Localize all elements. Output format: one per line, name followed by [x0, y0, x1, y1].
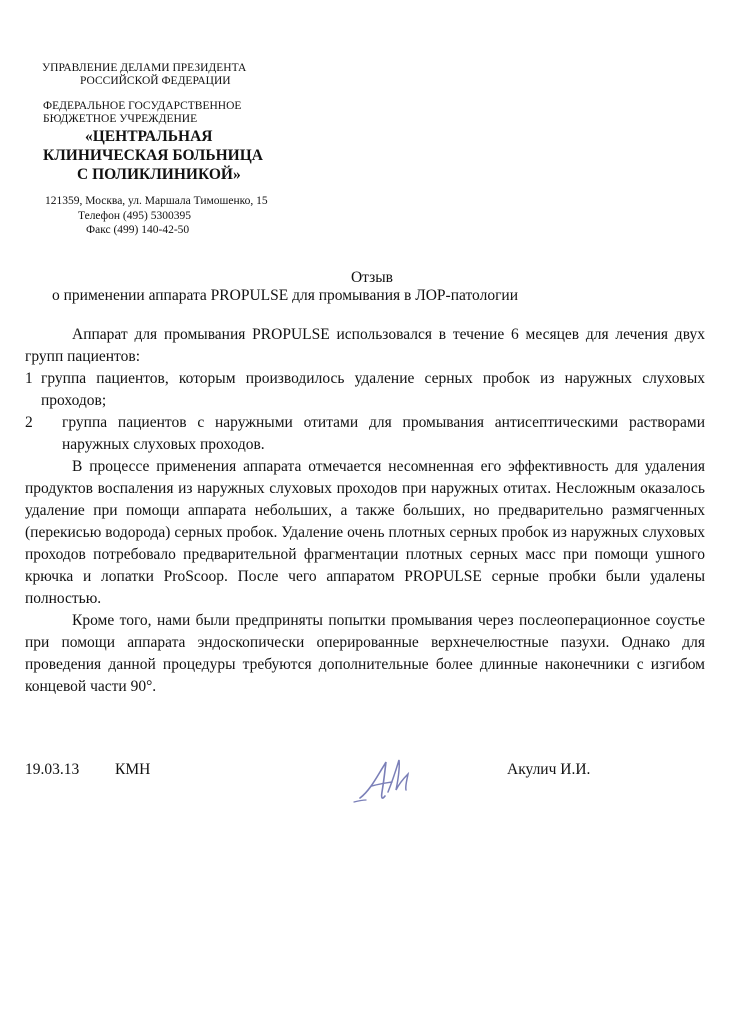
list-item-number: 1: [25, 370, 33, 387]
letterhead-org-line2: РОССИЙСКОЙ ФЕДЕРАЦИИ: [80, 75, 231, 87]
letterhead-type-line2: БЮДЖЕТНОЕ УЧРЕЖДЕНИЕ: [43, 113, 198, 125]
letterhead-phone: Телефон (495) 5300395: [78, 210, 191, 222]
list-item-number: 2: [25, 414, 33, 431]
list-item-text: группа пациентов с наружными отитами для промывания антисептическими растворами наружных слуховых проходов.: [62, 414, 705, 453]
list-item-text: группа пациентов, которым производилось удаление серных пробок из наружных слуховых проходов;: [41, 370, 705, 409]
paragraph-sinus: Кроме того, нами были предприняты попытки промывания через послеоперационное соустье при помощи аппарата эндоскопически оперированные верхнечелюстные пазухи. Однако для проведения данной процедуры требуются дополнительные более длинные наконечники с изгибом концевой части 90°.: [25, 612, 705, 695]
letterhead-name-line3: С ПОЛИКЛИНИКОЙ»: [77, 166, 241, 183]
document-title: Отзыв: [350, 269, 393, 286]
list-item: [25, 368, 705, 412]
list-item: [25, 412, 705, 456]
letterhead-type-line1: ФЕДЕРАЛЬНОЕ ГОСУДАРСТВЕННОЕ: [43, 100, 242, 112]
handwritten-signature-icon: [352, 752, 422, 808]
paragraph-effectiveness: В процессе применения аппарата отмечается несомненная его эффективность для удаления продуктов воспаления из наружных слуховых проходов при наружных отитах. Несложным оказалось удаление при помощи аппарата небольших, а также больших, но предварительно размягченных (перекисью водорода) серных пробок. Удаление очень плотных серных пробок из наружных слуховых проходов потребовало предварительной фрагментации плотных серных масс при помощи ушного крючка и лопатки ProScoop. После чего аппаратом PROPULSE серные пробки были удалены полностью.: [25, 458, 705, 607]
letterhead-name-line1: «ЦЕНТРАЛЬНАЯ: [85, 128, 213, 145]
letterhead-address: 121359, Москва, ул. Маршала Тимошенко, 15: [45, 195, 268, 207]
letterhead-name-line2: КЛИНИЧЕСКАЯ БОЛЬНИЦА: [43, 147, 263, 164]
letterhead-fax: Факс (499) 140-42-50: [86, 224, 190, 236]
letterhead-org-line1: УПРАВЛЕНИЕ ДЕЛАМИ ПРЕЗИДЕНТА: [42, 62, 247, 74]
document-subtitle: о применении аппарата PROPULSE для промывания в ЛОР-патологии: [52, 287, 519, 304]
signature-date: 19.03.13: [25, 761, 80, 778]
document-body: [25, 324, 705, 698]
paragraph-intro: Аппарат для промывания PROPULSE использовался в течение 6 месяцев для лечения двух групп пациентов:: [25, 326, 705, 365]
signer-name: Акулич И.И.: [507, 761, 591, 778]
signer-degree: КМН: [115, 761, 151, 778]
